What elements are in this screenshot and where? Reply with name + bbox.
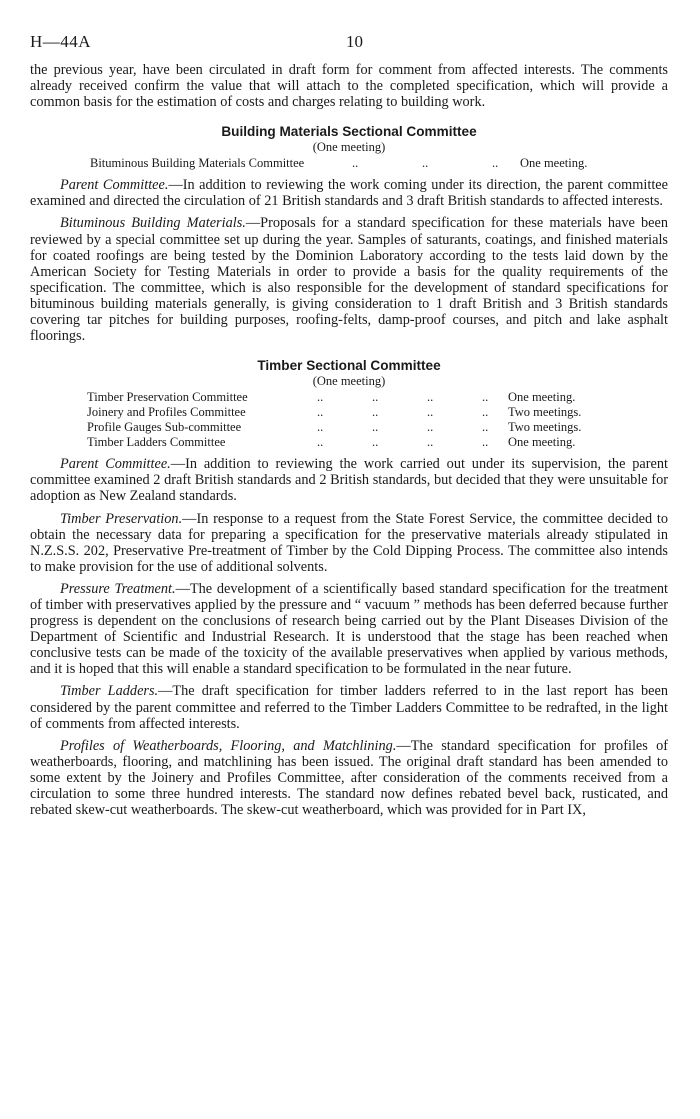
paragraph-heading: Timber Ladders. — [60, 683, 159, 700]
leader-dots: .. — [372, 390, 379, 405]
timber-section-title: Timber Sectional Committee — [257, 358, 441, 374]
leader-dots: .. — [427, 420, 434, 435]
paragraph-pressure-treatment — [30, 581, 668, 678]
meeting-row — [90, 156, 612, 171]
paragraph-text: —The development of a scientifically based standard specification for the treatment of timber with preservatives applied by the pressure and “ vacuum ” methods has been deferred because further progress is dependent on the conclusions of research being carried out by the Plant Diseases Division of the Department of Scientific and Industrial Research. It is understood that the stage has been reached when conclusive tests can be made of the toxicity of the available preservatives when applied by various methods, and it is hoped that this will enable a standard specification to be formulated in the near future. — [30, 580, 668, 678]
committee-name: Timber Preservation Committee — [87, 390, 248, 405]
meeting-count: Two meetings. — [508, 420, 582, 435]
leader-dots: .. — [492, 156, 499, 171]
paragraph-profiles — [30, 738, 668, 818]
building-materials-section-title: Building Materials Sectional Committee — [221, 124, 477, 140]
leader-dots: .. — [372, 435, 379, 450]
committee-name: Profile Gauges Sub-committee — [87, 420, 242, 435]
paragraph-text: —In addition to reviewing the work coming under its direction, the parent committee examined and directed the circulation of 21 British standards and 3 draft British standards to affected interests. — [30, 177, 668, 210]
paragraph-text: —Proposals for a standard specification for these materials have been reviewed by a special committee set up during the year. Samples of saturants, coatings, and finished materials for coated roofings are being tested by the Dominion Laboratory according to the tests laid down by the American Society for Testing Materials in order to provide a basis for the quality requirements of the specification. The committee, which is also responsible for the development of standard specifications for bituminous building materials generally, is giving consideration to 1 draft British and 3 British standards covering tar pitches for building purposes, roofing-felts, damp-proof courses, and pitch and lake asphalt floorings. — [30, 215, 668, 345]
committee-name: Bituminous Building Materials Committee — [90, 156, 305, 171]
leader-dots: .. — [317, 420, 324, 435]
paragraph-heading: Parent Committee. — [60, 177, 169, 194]
leader-dots: .. — [372, 405, 379, 420]
meeting-count: One meeting. — [508, 435, 576, 450]
leader-dots: .. — [372, 420, 379, 435]
leader-dots: .. — [482, 420, 489, 435]
paragraph-text: —The standard specification for profiles of weatherboards, flooring, and matchlining has been issued. The original draft standard has been amended to some extent by the Joinery and Profiles Committee, after consideration of the comments received from a circulation to some three hundred interests. The standard now defines rebated bevel back, rusticated, and rebated skew-cut weatherboards. The skew-cut weatherboard, which was provided for in Part IX, — [30, 737, 668, 819]
paragraph-text: —In addition to reviewing the work carried out under its supervision, the parent committee examined 2 draft British standards and 2 British standards, but decided that they were unsuitable for adoption as New Zealand standards. — [30, 456, 668, 505]
paragraph-timber-ladders — [30, 683, 668, 731]
building-materials-section-subtitle: (One meeting) — [312, 140, 386, 155]
meeting-row — [87, 420, 614, 435]
paragraph-heading: Timber Preservation. — [60, 510, 183, 527]
paragraph-text: —In response to a request from the State Forest Service, the committee decided to obtain the necessary data for preparing a specification for the preservative materials already stipulated in N.Z.S.S. 202, Preservative Pre-treatment of Timber by the Cold Dipping Process. The committee also intends to make provision for the use of additional solvents. — [30, 510, 668, 575]
paragraph-bituminous-materials — [30, 215, 668, 344]
timber-meetings-table — [87, 390, 614, 450]
leader-dots: .. — [422, 156, 429, 171]
page-number: 10 — [346, 32, 363, 51]
leader-dots: .. — [427, 435, 434, 450]
leader-dots: .. — [317, 435, 324, 450]
leader-dots: .. — [352, 156, 359, 171]
meeting-row — [87, 405, 614, 420]
page-header — [30, 28, 668, 62]
paragraph-heading: Profiles of Weatherboards, Flooring, and Matchlining. — [60, 737, 397, 754]
paragraph-timber-preservation — [30, 511, 668, 575]
meeting-count: Two meetings. — [508, 405, 582, 420]
leader-dots: .. — [427, 405, 434, 420]
leader-dots: .. — [317, 390, 324, 405]
leader-dots: .. — [427, 390, 434, 405]
paragraph-parent-committee — [30, 177, 668, 209]
committee-name: Timber Ladders Committee — [87, 435, 226, 450]
paragraph-heading: Parent Committee. — [60, 456, 171, 473]
building-materials-meetings-table — [90, 156, 612, 171]
committee-name: Joinery and Profiles Committee — [87, 405, 246, 420]
leader-dots: .. — [482, 435, 489, 450]
leader-dots: .. — [482, 390, 489, 405]
paragraph-timber-parent-committee — [30, 456, 668, 504]
paragraph-heading: Bituminous Building Materials. — [60, 215, 246, 232]
meeting-count: One meeting. — [520, 156, 588, 171]
leader-dots: .. — [482, 405, 489, 420]
paragraph-text: —The draft specification for timber ladders referred to in the last report has been considered by the parent committee and referred to the Timber Ladders Committee to be redrafted, in the light of comments from affected interests. — [30, 683, 668, 732]
document-reference: H—44A — [30, 32, 92, 51]
timber-section-subtitle: (One meeting) — [312, 374, 386, 389]
paragraph-heading: Pressure Treatment. — [60, 580, 176, 597]
leader-dots: .. — [317, 405, 324, 420]
meeting-row — [87, 435, 614, 450]
meeting-row — [87, 390, 614, 405]
intro-paragraph: the previous year, have been circulated in draft form for comment from affected interests. The comments already received confirm the value that will attach to the completed specification, which will provide a common basis for the estimation of costs and charges relating to building work. — [30, 62, 668, 111]
document-page — [30, 28, 668, 818]
meeting-count: One meeting. — [508, 390, 576, 405]
